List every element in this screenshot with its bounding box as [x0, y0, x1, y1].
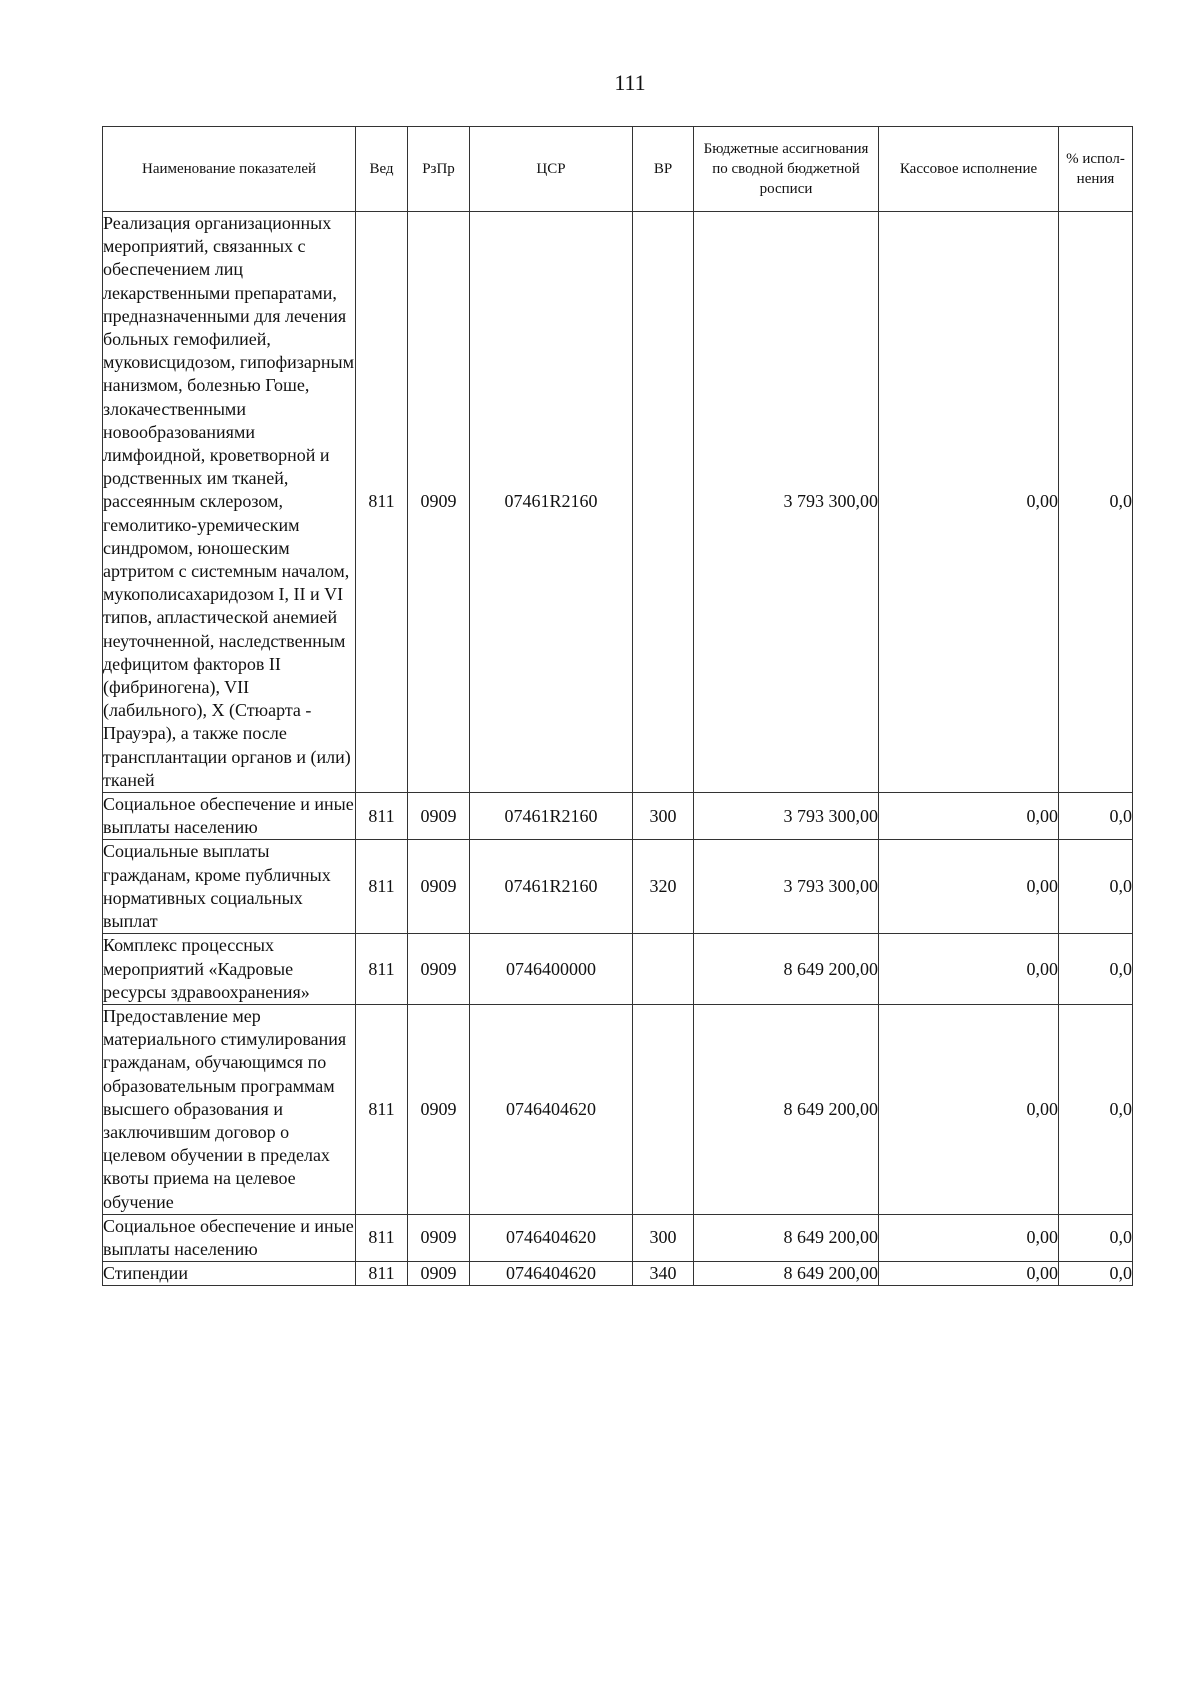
header-ved: Вед [356, 127, 408, 212]
row-vr [633, 1004, 694, 1214]
row-csr: 0746404620 [470, 1262, 633, 1286]
table-row [103, 934, 1133, 1005]
row-rzpr: 0909 [408, 1262, 470, 1286]
row-ved: 811 [356, 934, 408, 1005]
row-name: Социальные выплаты гражданам, кроме публичных нормативных социальных выплат [103, 840, 356, 934]
budget-execution-table [102, 126, 1133, 1286]
header-rzpr: РзПр [408, 127, 470, 212]
row-budget: 3 793 300,00 [694, 793, 879, 840]
row-ved: 811 [356, 840, 408, 934]
row-cash: 0,00 [879, 840, 1059, 934]
row-rzpr: 0909 [408, 793, 470, 840]
row-budget: 8 649 200,00 [694, 1004, 879, 1214]
row-csr: 07461R2160 [470, 840, 633, 934]
row-percent: 0,0 [1059, 793, 1133, 840]
row-budget: 3 793 300,00 [694, 212, 879, 793]
row-budget: 8 649 200,00 [694, 1214, 879, 1261]
header-budget: Бюджетные ассигнования по сводной бюджетной росписи [694, 127, 879, 212]
row-csr: 0746400000 [470, 934, 633, 1005]
table-header-row [103, 127, 1133, 212]
header-name: Наименование показателей [103, 127, 356, 212]
row-percent: 0,0 [1059, 1214, 1133, 1261]
table-row [103, 1004, 1133, 1214]
row-cash: 0,00 [879, 1262, 1059, 1286]
row-csr: 0746404620 [470, 1004, 633, 1214]
row-name: Стипендии [103, 1262, 356, 1286]
page-number: 111 [614, 70, 646, 95]
header-cash: Кассовое исполнение [879, 127, 1059, 212]
row-percent: 0,0 [1059, 1004, 1133, 1214]
table-row [103, 212, 1133, 793]
header-vr: ВР [633, 127, 694, 212]
row-percent: 0,0 [1059, 840, 1133, 934]
row-cash: 0,00 [879, 1214, 1059, 1261]
row-rzpr: 0909 [408, 840, 470, 934]
row-vr [633, 934, 694, 1005]
row-percent: 0,0 [1059, 212, 1133, 793]
row-csr: 0746404620 [470, 1214, 633, 1261]
header-csr: ЦСР [470, 127, 633, 212]
row-cash: 0,00 [879, 1004, 1059, 1214]
row-rzpr: 0909 [408, 212, 470, 793]
row-csr: 07461R2160 [470, 793, 633, 840]
row-budget: 8 649 200,00 [694, 934, 879, 1005]
row-vr: 300 [633, 793, 694, 840]
row-ved: 811 [356, 1214, 408, 1261]
row-name: Социальное обеспечение и иные выплаты населению [103, 793, 356, 840]
table-row [103, 793, 1133, 840]
row-vr [633, 212, 694, 793]
row-vr: 320 [633, 840, 694, 934]
row-rzpr: 0909 [408, 1214, 470, 1261]
row-cash: 0,00 [879, 793, 1059, 840]
row-ved: 811 [356, 212, 408, 793]
row-ved: 811 [356, 1004, 408, 1214]
row-rzpr: 0909 [408, 934, 470, 1005]
row-vr: 340 [633, 1262, 694, 1286]
row-ved: 811 [356, 793, 408, 840]
row-cash: 0,00 [879, 934, 1059, 1005]
row-budget: 3 793 300,00 [694, 840, 879, 934]
row-name: Предоставление мер материального стимулирования гражданам, обучающимся по образовательным программам высшего образования и заключившим договор о целевом обучении в пределах квоты приема на целевое обучение [103, 1004, 356, 1214]
row-budget: 8 649 200,00 [694, 1262, 879, 1286]
row-percent: 0,0 [1059, 1262, 1133, 1286]
header-percent: % испол-нения [1059, 127, 1133, 212]
table-row [103, 1262, 1133, 1286]
table-row [103, 840, 1133, 934]
row-name: Комплекс процессных мероприятий «Кадровые ресурсы здравоохранения» [103, 934, 356, 1005]
row-ved: 811 [356, 1262, 408, 1286]
row-percent: 0,0 [1059, 934, 1133, 1005]
row-name: Реализация организационных мероприятий, связанных с обеспечением лиц лекарственными препаратами, предназначенными для лечения больных гемофилией, муковисцидозом, гипофизарным нанизмом, болезнью Гоше, злокачественными новообразованиями лимфоидной, кроветворной и родственных им тканей, рассеянным склерозом, гемолитико-уремическим синдромом, юношеским артритом с системным началом, мукополисахаридозом I, II и VI типов, апластической анемией неуточненной, наследственным дефицитом факторов II (фибриногена), VII (лабильного), X (Стюарта - Прауэра), а также после трансплантации органов и (или) тканей [103, 212, 356, 793]
row-rzpr: 0909 [408, 1004, 470, 1214]
row-name: Социальное обеспечение и иные выплаты населению [103, 1214, 356, 1261]
table-row [103, 1214, 1133, 1261]
row-vr: 300 [633, 1214, 694, 1261]
row-cash: 0,00 [879, 212, 1059, 793]
row-csr: 07461R2160 [470, 212, 633, 793]
